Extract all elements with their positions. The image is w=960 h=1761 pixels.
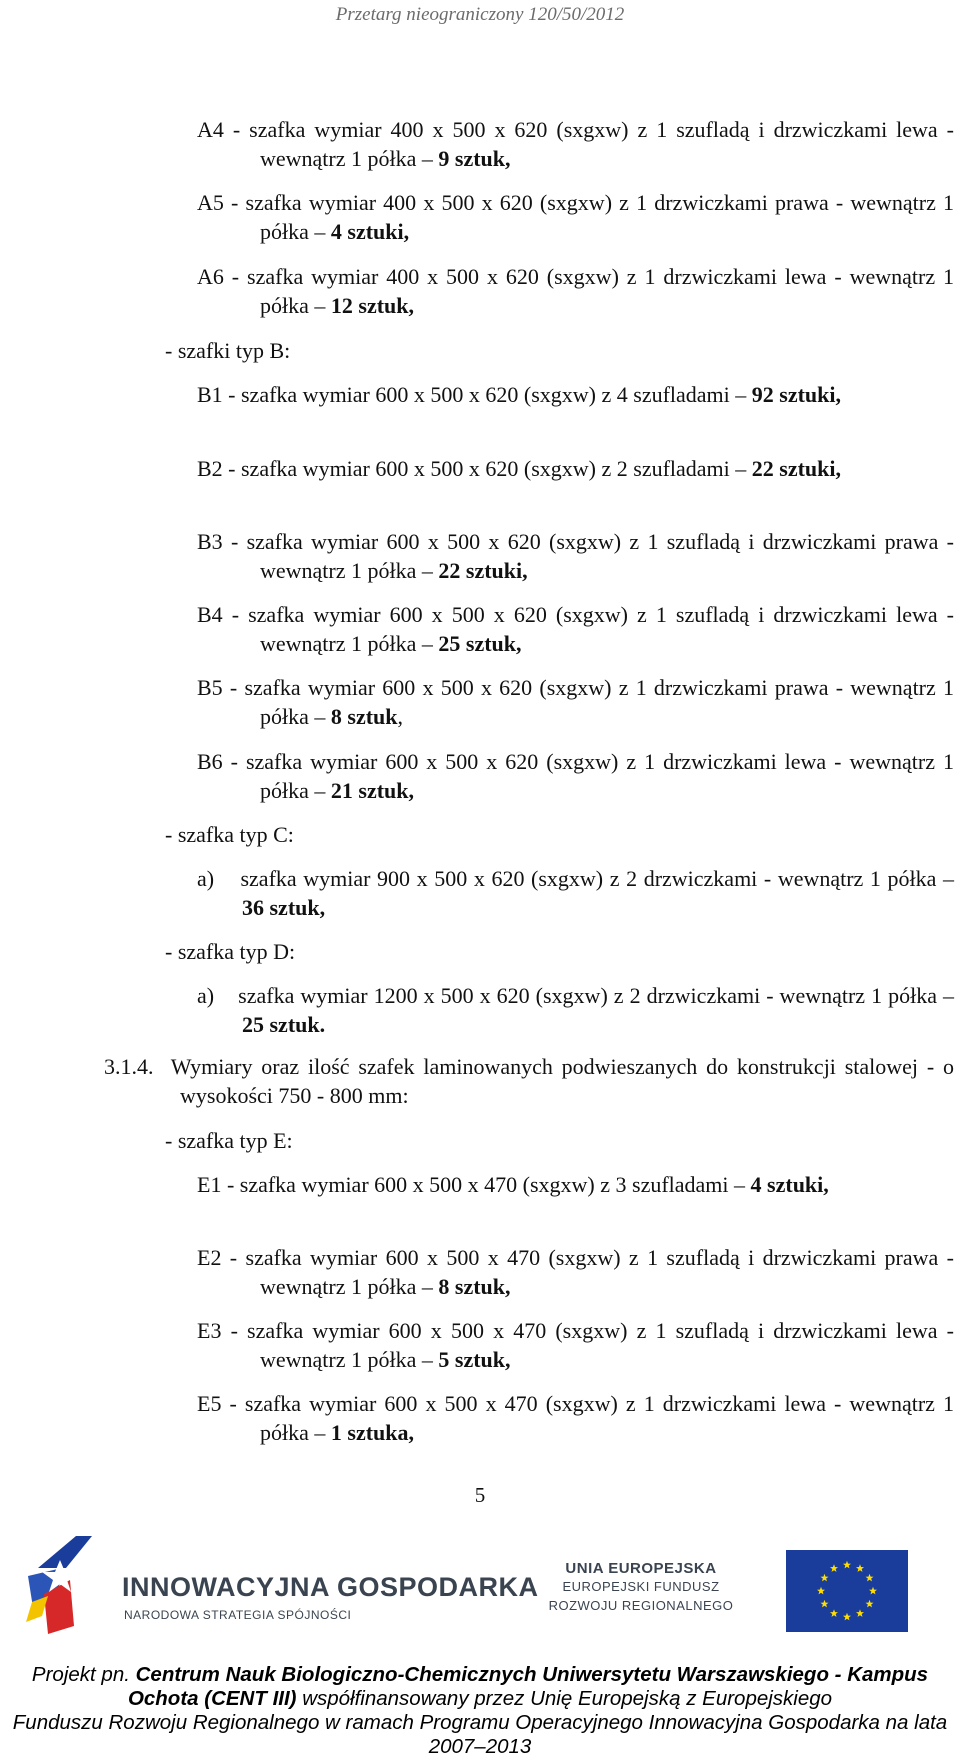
list-item-b1: B1 - szafka wymiar 600 x 500 x 620 (sxgxw) z 4 szufladami – 92 sztuki, <box>197 382 842 407</box>
list-item-b6: B6 - szafka wymiar 600 x 500 x 620 (sxgxw) z 1 drzwiczkami lewa - wewnątrz 1 półka – 21 sztuk, <box>197 749 954 803</box>
list-item-c-a: a) szafka wymiar 900 x 500 x 620 (sxgxw) z 2 drzwiczkami - wewnątrz 1 półka – 36 sztuk, <box>197 866 954 920</box>
unia-europejska-logo <box>536 1550 946 1632</box>
list-item-e3: E3 - szafka wymiar 600 x 500 x 470 (sxgxw) z 1 szufladą i drzwiczkami lewa - wewnątrz 1 półka – 5 sztuk, <box>197 1318 954 1372</box>
list-item-b4: B4 - szafka wymiar 600 x 500 x 620 (sxgxw) z 1 szufladą i drzwiczkami lewa - wewnątrz 1 półka – 25 sztuk, <box>197 602 954 656</box>
ue-line-fund: EUROPEJSKI FUNDUSZ <box>562 1579 720 1594</box>
ue-line-regional: ROZWOJU REGIONALNEGO <box>548 1598 734 1613</box>
list-item-a6: A6 - szafka wymiar 400 x 500 x 620 (sxgxw) z 1 drzwiczkami lewa - wewnątrz 1 półka – 12 sztuk, <box>197 264 954 318</box>
subheading-type-c: - szafka typ C: <box>165 822 294 847</box>
running-header: Przetarg nieograniczony 120/50/2012 <box>335 4 625 25</box>
list-item-b3: B3 - szafka wymiar 600 x 500 x 620 (sxgxw) z 1 szufladą i drzwiczkami prawa - wewnątrz 1 półka – 22 sztuki, <box>197 529 954 583</box>
ig-subtitle: NARODOWA STRATEGIA SPÓJNOŚCI <box>124 1608 352 1622</box>
list-item-e1: E1 - szafka wymiar 600 x 500 x 470 (sxgxw) z 3 szufladami – 4 sztuki, <box>197 1172 829 1197</box>
list-item-b5: B5 - szafka wymiar 600 x 500 x 620 (sxgxw) z 1 drzwiczkami prawa - wewnątrz 1 półka – 8 sztuk, <box>197 675 954 729</box>
star-emblem-icon <box>18 1530 118 1640</box>
list-item-a5: A5 - szafka wymiar 400 x 500 x 620 (sxgxw) z 1 drzwiczkami prawa - wewnątrz 1 półka – 4 sztuki, <box>197 190 954 244</box>
ue-title: UNIA EUROPEJSKA <box>565 1560 717 1577</box>
list-item-b2: B2 - szafka wymiar 600 x 500 x 620 (sxgxw) z 2 szufladami – 22 sztuki, <box>197 456 842 481</box>
innowacyjna-gospodarka-logo <box>18 1530 539 1640</box>
list-item-a4: A4 - szafka wymiar 400 x 500 x 620 (sxgxw) z 1 szufladą i drzwiczkami lewa - wewnątrz 1 półka – 9 sztuk, <box>197 117 954 171</box>
list-item-d-a: a) szafka wymiar 1200 x 500 x 620 (sxgxw) z 2 drzwiczkami - wewnątrz 1 półka – 25 sztuk. <box>197 983 954 1037</box>
list-item-e2: E2 - szafka wymiar 600 x 500 x 470 (sxgxw) z 1 szufladą i drzwiczkami prawa - wewnątrz 1 półka – 8 sztuk, <box>197 1245 954 1299</box>
section-3-1-4: 3.1.4. Wymiary oraz ilość szafek laminowanych podwieszanych do konstrukcji stalowej - o wysokości 750 - 800 mm: <box>104 1054 954 1108</box>
subheading-type-e: - szafka typ E: <box>165 1128 293 1153</box>
page-number: 5 <box>474 1483 486 1507</box>
ig-title: INNOWACYJNA GOSPODARKA <box>122 1572 539 1602</box>
project-footer: Projekt pn. Centrum Nauk Biologiczno-Chemicznych Uniwersytetu Warszawskiego - Kampus Ochota (CENT III) współfinansowany przez Unię Europejską z Europejskiego Funduszu Rozwoju Regionalnego w ramach Programu Operacyjnego Innowacyjna Gospodarka na lata 2007–2013 <box>12 1663 948 1758</box>
subheading-type-b: - szafki typ B: <box>165 338 291 363</box>
list-item-e5: E5 - szafka wymiar 600 x 500 x 470 (sxgxw) z 1 drzwiczkami lewa - wewnątrz 1 półka – 1 sztuka, <box>197 1391 954 1445</box>
subheading-type-d: - szafka typ D: <box>165 939 296 964</box>
eu-flag-icon <box>786 1550 908 1632</box>
